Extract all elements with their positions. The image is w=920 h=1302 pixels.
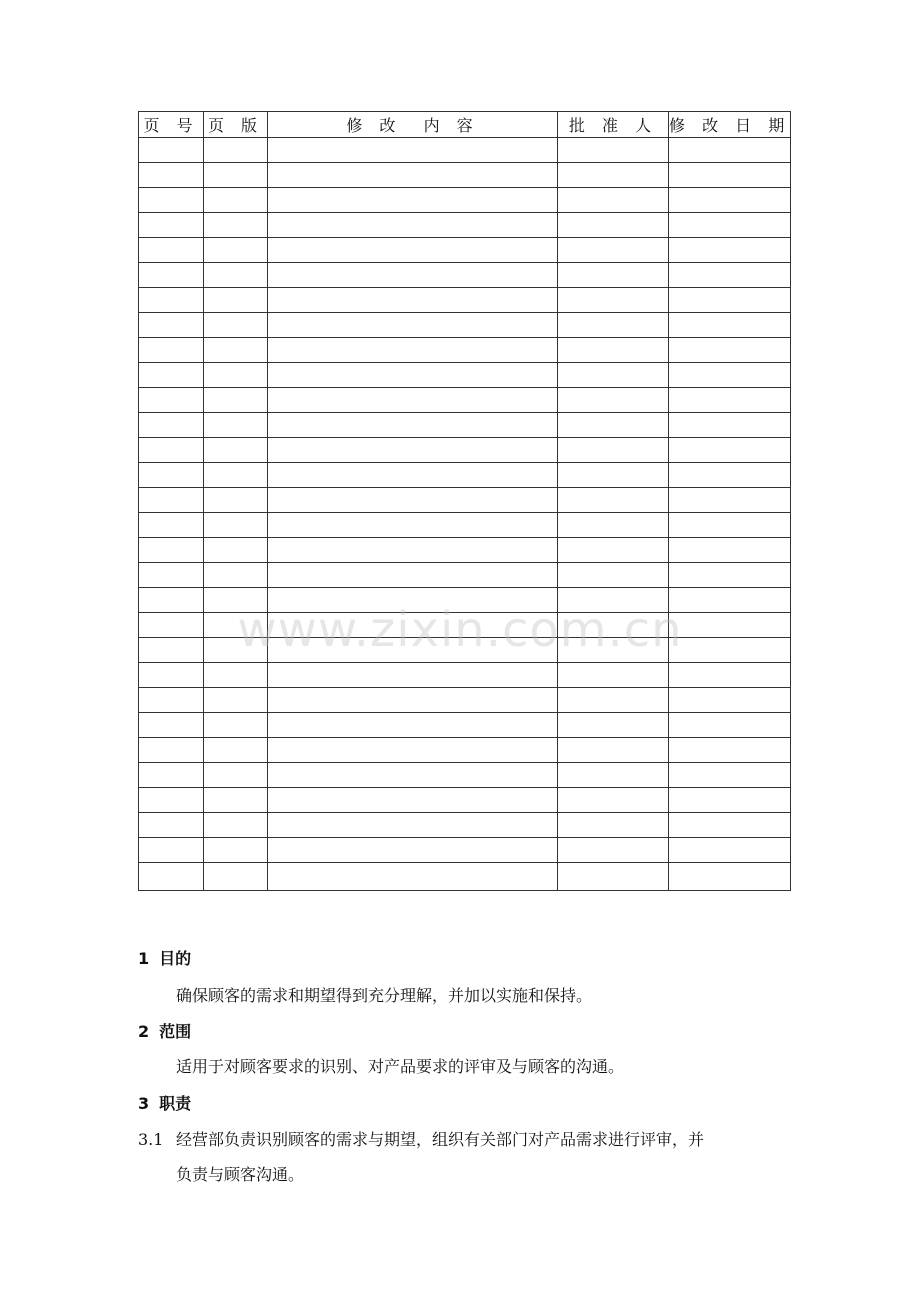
table-cell (558, 263, 669, 288)
table-cell (139, 238, 204, 263)
table-cell (204, 363, 268, 388)
table-cell (139, 463, 204, 488)
table-cell (204, 513, 268, 538)
table-cell (558, 438, 669, 463)
table-cell (558, 688, 669, 713)
table-cell (268, 838, 558, 863)
table-cell (139, 813, 204, 838)
table-cell (669, 388, 791, 413)
table-row (139, 613, 791, 638)
table-cell (268, 413, 558, 438)
table-row (139, 813, 791, 838)
table-cell (268, 388, 558, 413)
section-heading-scope (138, 1019, 191, 1042)
revision-table-body (139, 138, 791, 891)
table-cell (204, 563, 268, 588)
table-cell (204, 663, 268, 688)
table-cell (558, 663, 669, 688)
table-row (139, 713, 791, 738)
table-cell (268, 213, 558, 238)
table-row (139, 763, 791, 788)
table-cell (268, 863, 558, 891)
table-row (139, 688, 791, 713)
header-page-version: 页 版 (204, 112, 268, 138)
table-cell (558, 513, 669, 538)
table-row (139, 238, 791, 263)
table-cell (204, 238, 268, 263)
table-row (139, 663, 791, 688)
table-cell (204, 463, 268, 488)
table-row (139, 188, 791, 213)
table-cell (669, 313, 791, 338)
paragraph-scope: 适用于对顾客要求的识别、对产品要求的评审及与顾客的沟通。 (176, 1057, 625, 1076)
table-cell (139, 338, 204, 363)
table-cell (558, 288, 669, 313)
table-cell (204, 138, 268, 163)
table-cell (139, 838, 204, 863)
table-cell (139, 138, 204, 163)
table-cell (204, 588, 268, 613)
table-row (139, 513, 791, 538)
header-page-number: 页 号 (139, 112, 204, 138)
table-cell (558, 488, 669, 513)
table-cell (139, 213, 204, 238)
paragraph-purpose: 确保顾客的需求和期望得到充分理解，并加以实施和保持。 (176, 986, 593, 1005)
table-row (139, 488, 791, 513)
section-title: 目的 (159, 949, 192, 968)
table-cell (204, 213, 268, 238)
table-cell (669, 213, 791, 238)
paragraph-duty-3-1 (138, 1127, 704, 1150)
table-cell (268, 438, 558, 463)
table-cell (268, 138, 558, 163)
table-row (139, 538, 791, 563)
table-cell (669, 613, 791, 638)
table-cell (558, 188, 669, 213)
table-cell (204, 638, 268, 663)
table-cell (268, 238, 558, 263)
table-cell (268, 188, 558, 213)
table-cell (558, 863, 669, 891)
table-row (139, 588, 791, 613)
table-cell (204, 313, 268, 338)
table-cell (268, 613, 558, 638)
table-cell (669, 238, 791, 263)
table-cell (204, 613, 268, 638)
table-cell (139, 413, 204, 438)
table-cell (558, 213, 669, 238)
watermark: www.zixin.com.cn (237, 602, 683, 658)
table-cell (669, 438, 791, 463)
table-cell (139, 363, 204, 388)
table-cell (669, 813, 791, 838)
section-heading-purpose (138, 946, 191, 969)
table-cell (558, 788, 669, 813)
table-cell (669, 413, 791, 438)
table-cell (204, 863, 268, 891)
table-cell (204, 288, 268, 313)
table-cell (268, 688, 558, 713)
table-cell (558, 638, 669, 663)
table-row (139, 338, 791, 363)
table-row (139, 363, 791, 388)
table-cell (268, 338, 558, 363)
table-cell (558, 763, 669, 788)
table-cell (139, 163, 204, 188)
table-cell (268, 663, 558, 688)
table-row (139, 213, 791, 238)
table-cell (669, 638, 791, 663)
table-cell (204, 413, 268, 438)
table-cell (669, 288, 791, 313)
table-cell (558, 613, 669, 638)
table-cell (558, 713, 669, 738)
table-cell (268, 463, 558, 488)
table-cell (204, 263, 268, 288)
table-row (139, 138, 791, 163)
table-cell (139, 263, 204, 288)
section-title: 范围 (159, 1022, 192, 1041)
table-cell (139, 688, 204, 713)
table-cell (268, 763, 558, 788)
section-heading-duty (138, 1091, 191, 1114)
table-cell (558, 163, 669, 188)
table-cell (139, 613, 204, 638)
table-cell (204, 763, 268, 788)
table-cell (558, 338, 669, 363)
table-cell (558, 413, 669, 438)
table-cell (204, 388, 268, 413)
table-row (139, 738, 791, 763)
table-row (139, 563, 791, 588)
section-title: 职责 (159, 1094, 192, 1113)
header-revision-date: 修 改 日 期 (669, 112, 791, 138)
table-cell (268, 588, 558, 613)
table-cell (139, 538, 204, 563)
table-cell (268, 313, 558, 338)
table-cell (669, 338, 791, 363)
table-cell (669, 838, 791, 863)
table-cell (204, 738, 268, 763)
table-cell (204, 813, 268, 838)
table-cell (669, 738, 791, 763)
table-cell (139, 313, 204, 338)
table-row (139, 163, 791, 188)
header-approver: 批 准 人 (558, 112, 669, 138)
clause-text-line-1: 经营部负责识别顾客的需求与期望，组织有关部门对产品需求进行评审，并 (176, 1130, 705, 1149)
clause-number: 3.1 (138, 1130, 164, 1149)
table-cell (669, 563, 791, 588)
table-cell (139, 638, 204, 663)
table-row (139, 263, 791, 288)
table-cell (139, 563, 204, 588)
table-cell (268, 638, 558, 663)
table-row (139, 313, 791, 338)
table-cell (558, 563, 669, 588)
table-cell (139, 713, 204, 738)
table-cell (139, 788, 204, 813)
table-cell (669, 363, 791, 388)
table-cell (669, 688, 791, 713)
table-cell (558, 463, 669, 488)
table-cell (268, 288, 558, 313)
table-row (139, 413, 791, 438)
table-cell (669, 538, 791, 563)
table-cell (669, 763, 791, 788)
table-cell (268, 788, 558, 813)
table-cell (204, 488, 268, 513)
table-cell (268, 163, 558, 188)
table-row (139, 463, 791, 488)
table-cell (558, 363, 669, 388)
table-cell (204, 688, 268, 713)
table-cell (204, 438, 268, 463)
table-cell (558, 588, 669, 613)
table-cell (669, 863, 791, 891)
table-cell (268, 513, 558, 538)
table-cell (268, 713, 558, 738)
table-cell (139, 588, 204, 613)
table-cell (268, 738, 558, 763)
table-row (139, 438, 791, 463)
table-cell (268, 538, 558, 563)
table-cell (669, 138, 791, 163)
table-row (139, 863, 791, 891)
table-cell (139, 438, 204, 463)
table-cell (139, 738, 204, 763)
table-cell (268, 363, 558, 388)
table-cell (204, 788, 268, 813)
table-cell (669, 788, 791, 813)
paragraph-duty-3-1-continued: 负责与顾客沟通。 (176, 1165, 305, 1184)
revision-table-header-row (139, 112, 791, 138)
table-row (139, 838, 791, 863)
table-cell (669, 263, 791, 288)
table-cell (204, 163, 268, 188)
table-cell (204, 538, 268, 563)
header-revision-content: 修 改 内 容 (268, 112, 558, 138)
table-cell (558, 138, 669, 163)
table-cell (669, 488, 791, 513)
section-number: 3 (138, 1094, 150, 1113)
table-cell (669, 463, 791, 488)
table-cell (139, 513, 204, 538)
section-number: 1 (138, 949, 150, 968)
table-cell (268, 263, 558, 288)
table-row (139, 788, 791, 813)
table-cell (558, 838, 669, 863)
table-cell (139, 188, 204, 213)
table-cell (268, 813, 558, 838)
table-row (139, 288, 791, 313)
table-cell (204, 338, 268, 363)
table-row (139, 638, 791, 663)
section-number: 2 (138, 1022, 150, 1041)
table-cell (139, 288, 204, 313)
revision-table (138, 111, 791, 891)
table-cell (558, 738, 669, 763)
table-cell (139, 763, 204, 788)
table-cell (204, 838, 268, 863)
table-cell (669, 513, 791, 538)
table-cell (558, 538, 669, 563)
table-cell (139, 388, 204, 413)
table-cell (139, 663, 204, 688)
table-cell (204, 188, 268, 213)
table-cell (558, 388, 669, 413)
table-cell (558, 313, 669, 338)
table-cell (669, 588, 791, 613)
table-cell (139, 488, 204, 513)
table-cell (558, 813, 669, 838)
table-cell (669, 163, 791, 188)
table-cell (669, 188, 791, 213)
table-cell (669, 663, 791, 688)
table-cell (268, 488, 558, 513)
table-cell (558, 238, 669, 263)
table-cell (204, 713, 268, 738)
table-row (139, 388, 791, 413)
table-cell (669, 713, 791, 738)
table-cell (268, 563, 558, 588)
table-cell (139, 863, 204, 891)
